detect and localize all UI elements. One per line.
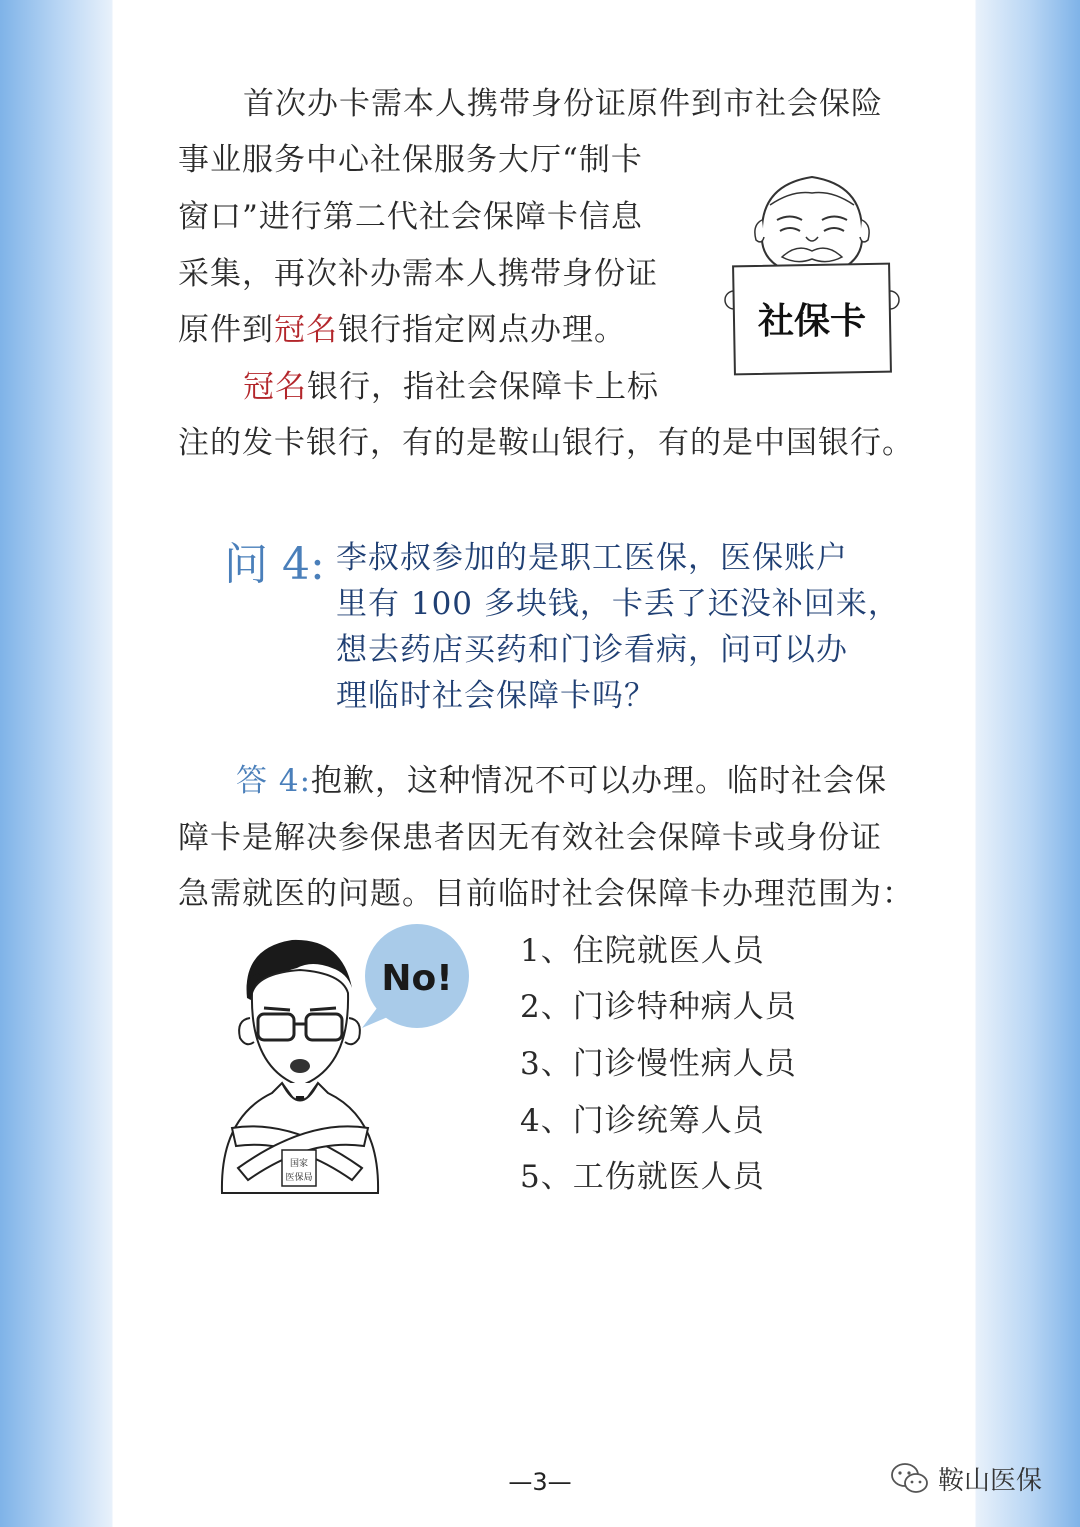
question-line-3: 想去药店买药和门诊看病，问可以办 [336,632,848,668]
para1-line5-post: 银行指定网点办理。 [338,312,626,348]
scope-item-2: 2、门诊特种病人员 [520,989,797,1025]
answer-label: 答 4: [236,763,312,799]
answer-line1-text: 抱歉，这种情况不可以办理。临时社会保 [311,763,888,799]
man-crossed-arms-illustration [212,918,474,1198]
question-line-4: 理临时社会保障卡吗？ [336,678,656,714]
sign-text: 社保卡 [757,301,867,342]
para2-line1 [243,367,659,407]
speech-bubble-text: No! [381,958,453,999]
para1-line4: 采集，再次补办需本人携带身份证 [178,256,658,292]
badge-text-2: 医保局 [285,1173,313,1183]
question-label: 问 4: [224,539,325,590]
question-line-1: 李叔叔参加的是职工医保，医保账户 [336,540,848,576]
para1-line5 [178,310,626,350]
answer-line1 [236,761,887,801]
para1-line1: 首次办卡需本人携带身份证原件到市社会保险 [243,86,883,122]
answer-line3: 急需就医的问题。目前临时社会保障卡办理范围为： [178,876,914,912]
badge-text-1: 国家 [289,1159,309,1169]
answer-line2: 障卡是解决参保患者因无有效社会保障卡或身份证 [178,820,882,856]
old-man-sign-illustration [722,165,902,380]
highlight-guanming: 冠名 [274,312,338,348]
watermark [890,1460,1042,1497]
para1-line3: 窗口”进行第二代社会保障卡信息 [178,199,643,235]
scope-item-3: 3、门诊慢性病人员 [520,1046,797,1082]
highlight-guanming-2: 冠名 [243,369,307,405]
para1-line5-pre: 原件到 [178,312,274,348]
question-line-2: 里有 100 多块钱，卡丢了还没补回来， [336,586,900,622]
para1-line2: 事业服务中心社保服务大厅“制卡 [178,142,643,178]
page-number: —3— [508,1468,572,1496]
para2-line1-post: 银行，指社会保障卡上标 [307,369,659,405]
scope-item-5: 5、工伤就医人员 [520,1159,765,1195]
scope-item-4: 4、门诊统筹人员 [520,1103,765,1139]
scope-item-1: 1、住院就医人员 [520,933,765,969]
wechat-icon [890,1462,930,1496]
watermark-text: 鞍山医保 [938,1466,1043,1496]
para2-line2: 注的发卡银行，有的是鞍山银行，有的是中国银行。 [178,425,914,461]
